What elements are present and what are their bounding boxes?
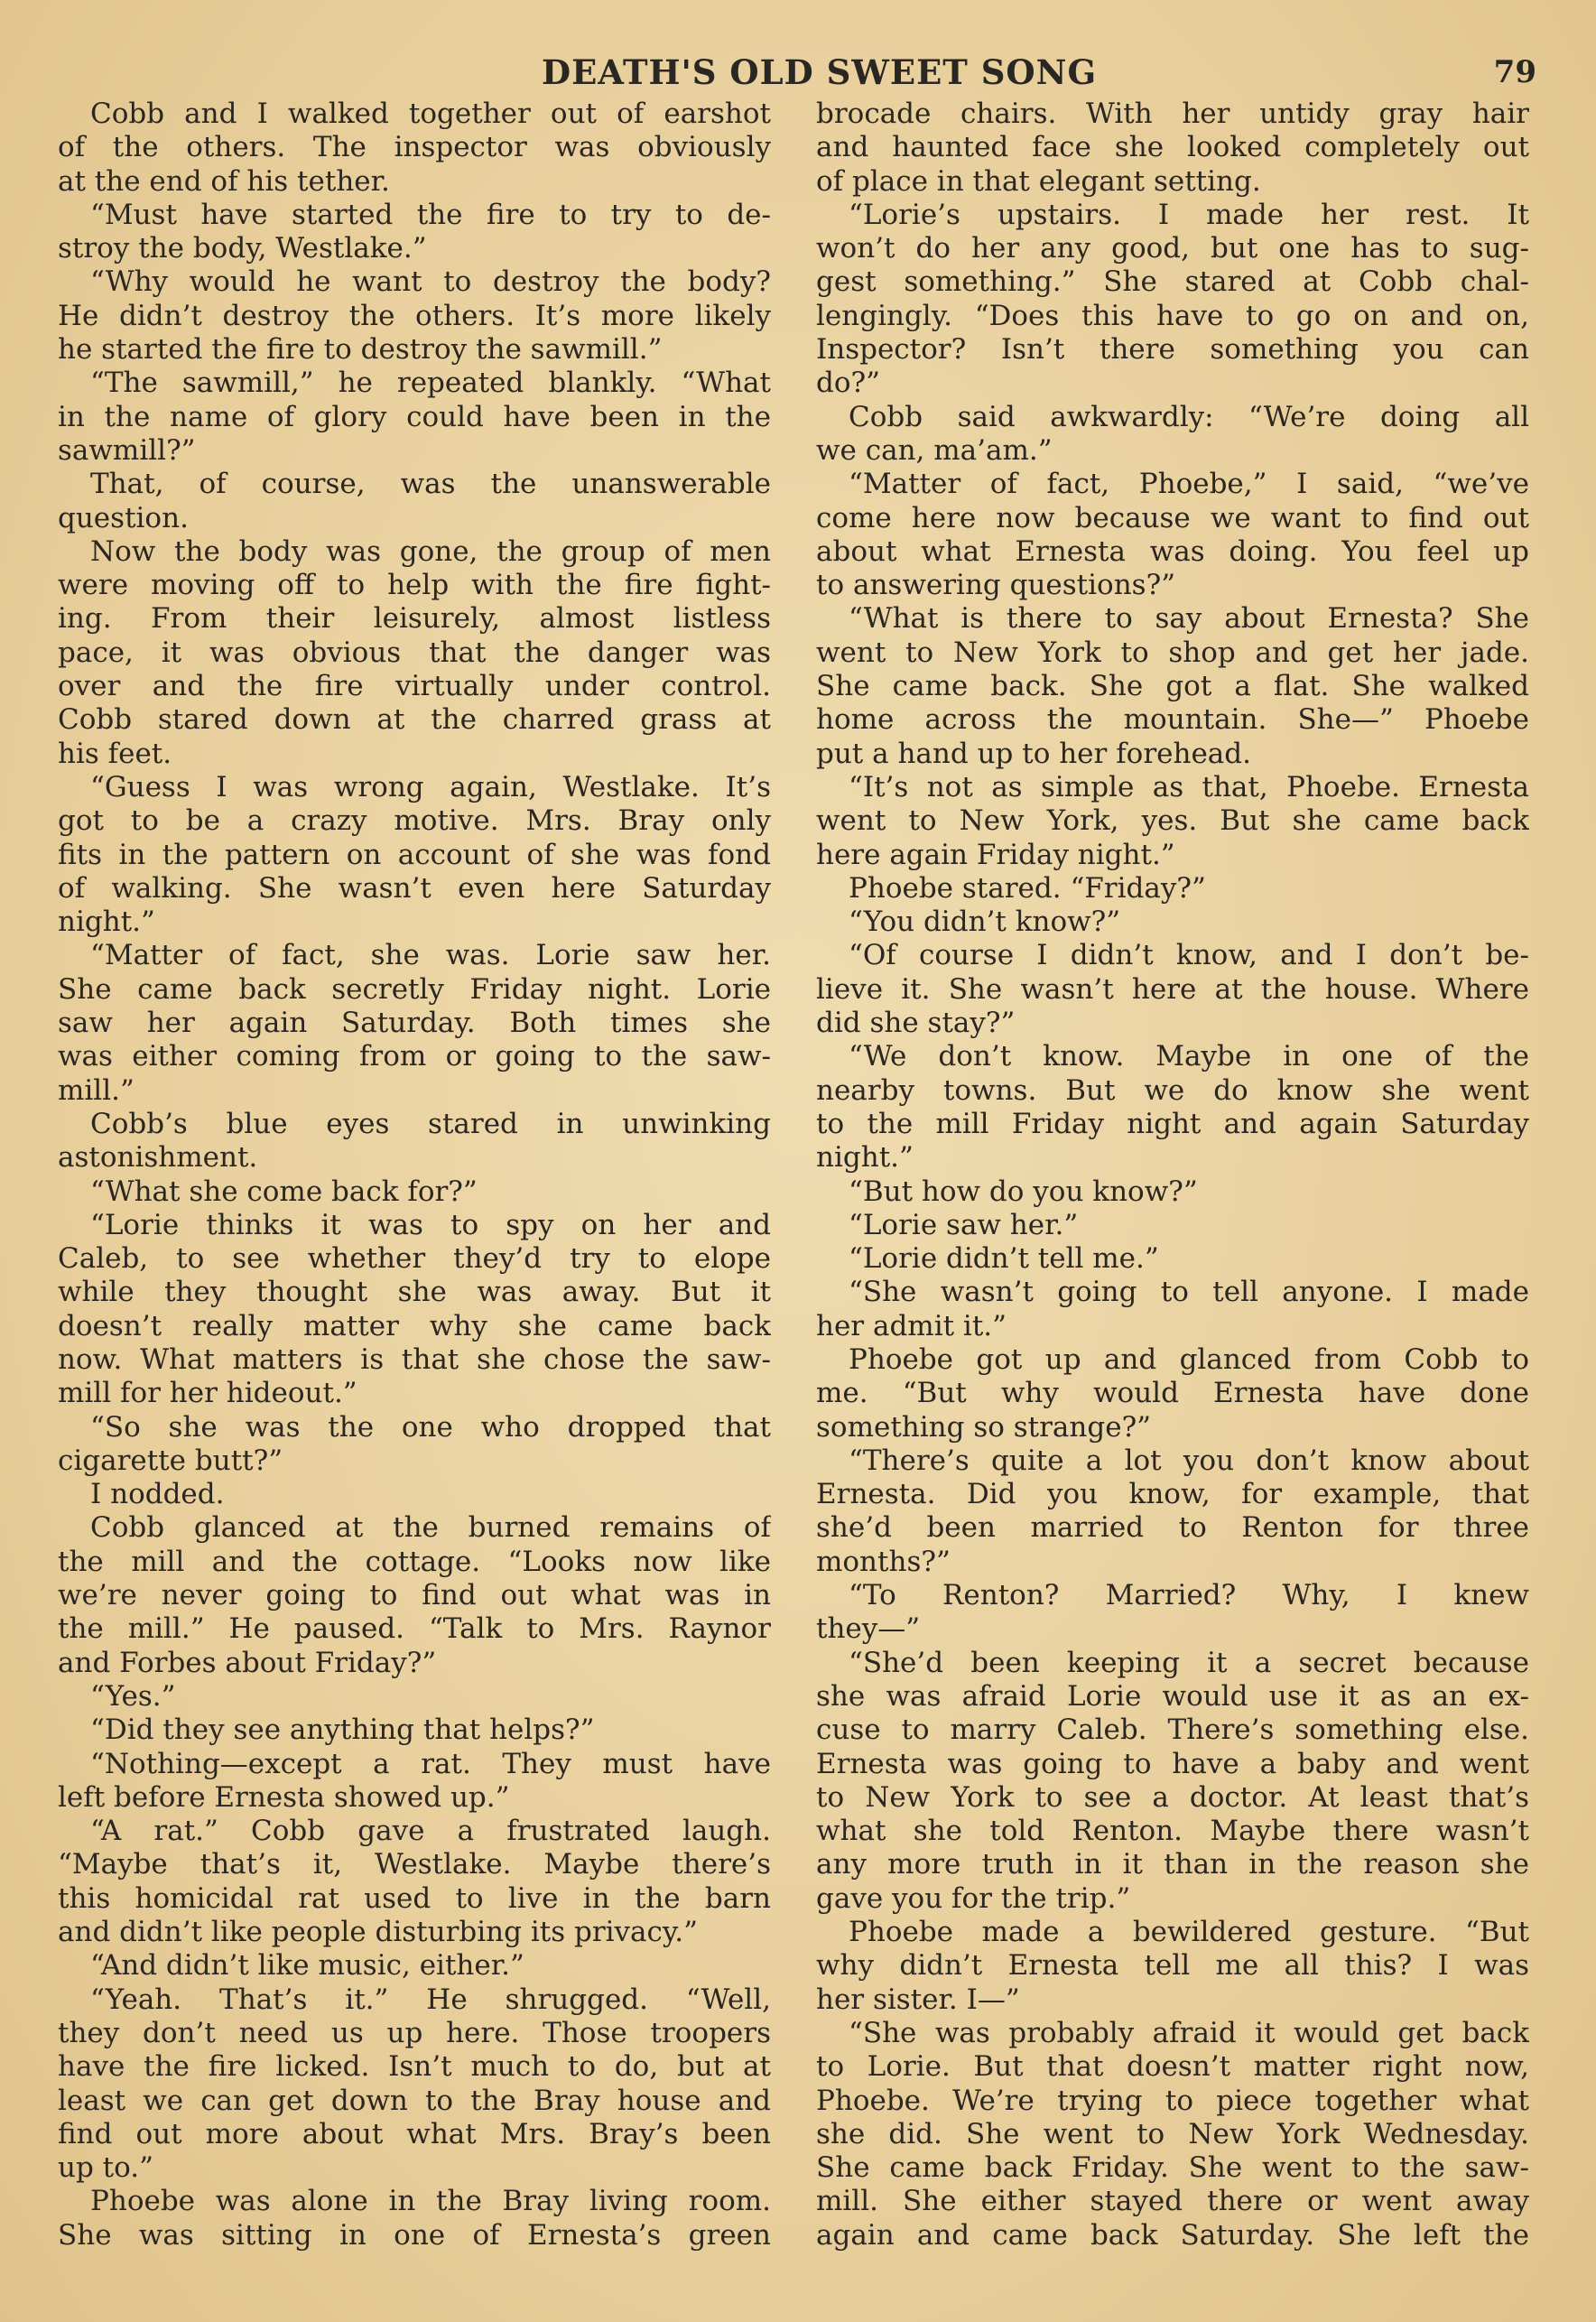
text-line: mill. She either stayed there or went away bbox=[816, 2185, 1529, 2218]
text-line: to New York to see a doctor. At least that’s bbox=[816, 1780, 1529, 1814]
text-line: her sister. I—” bbox=[816, 1983, 1020, 2016]
text-line: got to be a crazy motive. Mrs. Bray only bbox=[58, 804, 771, 838]
text-line: “Must have started the fire to try to de- bbox=[90, 198, 771, 231]
text-line: to Lorie. But that doesn’t matter right now, bbox=[816, 2050, 1529, 2084]
text-line: up to.” bbox=[58, 2151, 153, 2185]
text-line: “Matter of fact, she was. Lorie saw her. bbox=[90, 939, 771, 972]
text-line: “We don’t know. Maybe in one of the bbox=[849, 1040, 1529, 1073]
text-line: “It’s not as simple as that, Phoebe. Ernesta bbox=[849, 770, 1529, 803]
text-line: “There’s quite a lot you don’t know about bbox=[849, 1444, 1529, 1477]
text-line: to the mill Friday night and again Saturday bbox=[816, 1107, 1529, 1140]
text-line: were moving off to help with the fire fight- bbox=[58, 569, 771, 602]
text-line: “And didn’t like music, either.” bbox=[90, 1949, 524, 1983]
page-number: 79 bbox=[1493, 54, 1536, 90]
text-line: Phoebe got up and glanced from Cobb to bbox=[849, 1342, 1529, 1376]
text-line: the mill.” He paused. “Talk to Mrs. Raynor bbox=[58, 1612, 771, 1646]
text-line: Phoebe was alone in the Bray living room. bbox=[90, 2185, 771, 2218]
text-line: gave you for the trip.” bbox=[816, 1881, 1131, 1915]
text-line: doesn’t really matter why she came back bbox=[58, 1309, 771, 1342]
text-line: he started the fire to destroy the sawmill.” bbox=[58, 333, 663, 367]
text-line: “Lorie thinks it was to spy on her and bbox=[90, 1208, 771, 1241]
text-line: “But how do you know?” bbox=[849, 1175, 1198, 1208]
text-line: Ernesta was going to have a baby and went bbox=[816, 1747, 1529, 1780]
text-line: the mill and the cottage. “Looks now like bbox=[58, 1545, 771, 1578]
text-line: have the fire licked. Isn’t much to do, but at bbox=[58, 2050, 771, 2084]
text-line: in the name of glory could have been in the bbox=[58, 400, 771, 433]
text-line: “Matter of fact, Phoebe,” I said, “we’ve bbox=[849, 468, 1529, 501]
text-line: I nodded. bbox=[90, 1478, 225, 1511]
text-line: “What she come back for?” bbox=[90, 1175, 478, 1208]
text-line: she did. She went to New York Wednesday. bbox=[816, 2117, 1529, 2150]
text-line: pace, it was obvious that the danger was bbox=[58, 636, 771, 669]
text-line: least we can get down to the Bray house and bbox=[58, 2084, 771, 2117]
text-line: cuse to marry Caleb. There’s something else. bbox=[816, 1714, 1529, 1747]
text-line: at the end of his tether. bbox=[58, 164, 390, 198]
left-column bbox=[58, 98, 771, 2252]
text-line: He didn’t destroy the others. It’s more likely bbox=[58, 299, 771, 332]
text-line: nearby towns. But we do know she went bbox=[816, 1073, 1529, 1107]
text-line: “You didn’t know?” bbox=[849, 906, 1121, 939]
text-line: “She was probably afraid it would get back bbox=[849, 2016, 1529, 2049]
text-line: She came back secretly Friday night. Lorie bbox=[58, 972, 771, 1006]
text-line: over and the fire virtually under control. bbox=[58, 670, 771, 703]
text-line: “So she was the one who dropped that bbox=[90, 1410, 771, 1444]
text-line: That, of course, was the unanswerable bbox=[90, 468, 771, 501]
text-line: mill for her hideout.” bbox=[58, 1377, 357, 1410]
text-line: and Forbes about Friday?” bbox=[58, 1646, 437, 1679]
text-line: put a hand up to her forehead. bbox=[816, 737, 1251, 770]
text-line: of the others. The inspector was obviously bbox=[58, 131, 771, 164]
text-line: lengingly. “Does this have to go on and on, bbox=[816, 299, 1529, 332]
text-line: to answering questions?” bbox=[816, 569, 1176, 602]
text-line: they—” bbox=[816, 1612, 921, 1646]
text-line: here again Friday night.” bbox=[816, 838, 1175, 871]
text-line: “A rat.” Cobb gave a frustrated laugh. bbox=[90, 1815, 771, 1848]
text-line: “Lorie didn’t tell me.” bbox=[849, 1242, 1159, 1276]
text-line: “To Renton? Married? Why, I knew bbox=[849, 1579, 1529, 1612]
text-line: “Guess I was wrong again, Westlake. It’s bbox=[90, 770, 771, 803]
text-line: Cobb said awkwardly: “We’re doing all bbox=[849, 400, 1529, 433]
text-line: night.” bbox=[58, 906, 155, 939]
right-column bbox=[816, 98, 1529, 2252]
text-line: home across the mountain. She—” Phoebe bbox=[816, 703, 1529, 737]
text-line: now. What matters is that she chose the saw- bbox=[58, 1342, 771, 1376]
text-line: mill.” bbox=[58, 1073, 135, 1107]
text-line: of walking. She wasn’t even here Saturday bbox=[58, 871, 771, 905]
text-line: we’re never going to find out what was in bbox=[58, 1579, 771, 1612]
text-line: went to New York to shop and get her jade. bbox=[816, 636, 1529, 669]
text-line: his feet. bbox=[58, 737, 172, 770]
text-line: Inspector? Isn’t there something you can bbox=[816, 333, 1529, 367]
text-line: “Maybe that’s it, Westlake. Maybe there’s bbox=[58, 1848, 771, 1881]
text-line: She was sitting in one of Ernesta’s green bbox=[58, 2218, 771, 2252]
text-line: she’d been married to Renton for three bbox=[816, 1511, 1529, 1545]
text-line: come here now because we want to find out bbox=[816, 501, 1529, 534]
text-line: stroy the body, Westlake.” bbox=[58, 232, 427, 265]
text-line: “She wasn’t going to tell anyone. I made bbox=[849, 1276, 1529, 1309]
text-line: “The sawmill,” he repeated blankly. “What bbox=[90, 367, 771, 400]
text-line: find out more about what Mrs. Bray’s been bbox=[58, 2117, 771, 2150]
text-line: “Lorie’s upstairs. I made her rest. It bbox=[849, 198, 1529, 231]
text-line: “Lorie saw her.” bbox=[849, 1208, 1079, 1241]
text-line: we can, ma’am.” bbox=[816, 433, 1053, 467]
text-line: they don’t need us up here. Those troopers bbox=[58, 2016, 771, 2049]
text-line: “She’d been keeping it a secret because bbox=[849, 1646, 1529, 1679]
text-line: left before Ernesta showed up.” bbox=[58, 1780, 510, 1814]
text-line: night.” bbox=[816, 1141, 914, 1175]
text-line: saw her again Saturday. Both times she bbox=[58, 1007, 771, 1040]
text-line: why didn’t Ernesta tell me all this? I was bbox=[816, 1949, 1529, 1983]
text-line: of place in that elegant setting. bbox=[816, 164, 1261, 198]
text-line: Cobb’s blue eyes stared in unwinking bbox=[90, 1107, 771, 1140]
text-line: Phoebe made a bewildered gesture. “But bbox=[849, 1916, 1529, 1949]
text-line: gest something.” She stared at Cobb chal- bbox=[816, 265, 1529, 299]
text-line: she was afraid Lorie would use it as an ex- bbox=[816, 1679, 1529, 1713]
text-line: Phoebe. We’re trying to piece together what bbox=[816, 2084, 1529, 2117]
text-line: Cobb glanced at the burned remains of bbox=[90, 1511, 771, 1545]
text-line: this homicidal rat used to live in the barn bbox=[58, 1881, 771, 1915]
text-line: Cobb stared down at the charred grass at bbox=[58, 703, 771, 737]
text-line: “Yeah. That’s it.” He shrugged. “Well, bbox=[90, 1983, 771, 2016]
text-line: and didn’t like people disturbing its privacy.” bbox=[58, 1916, 699, 1949]
text-line: “Yes.” bbox=[90, 1679, 176, 1713]
text-line: “Why would he want to destroy the body? bbox=[90, 265, 771, 299]
text-line: and haunted face she looked completely out bbox=[816, 131, 1529, 164]
text-line: months?” bbox=[816, 1545, 951, 1578]
text-line: astonishment. bbox=[58, 1141, 258, 1175]
text-line: “Nothing—except a rat. They must have bbox=[90, 1747, 771, 1780]
text-line: Ernesta. Did you know, for example, that bbox=[816, 1478, 1529, 1511]
text-line: what she told Renton. Maybe there wasn’t bbox=[816, 1815, 1529, 1848]
text-line: Phoebe stared. “Friday?” bbox=[849, 871, 1206, 905]
text-line: Cobb and I walked together out of earshot bbox=[90, 98, 771, 130]
text-line: “Of course I didn’t know, and I don’t be- bbox=[849, 939, 1529, 972]
text-line: lieve it. She wasn’t here at the house. Where bbox=[816, 972, 1529, 1006]
text-line: brocade chairs. With her untidy gray hair bbox=[816, 98, 1529, 130]
text-line: something so strange?” bbox=[816, 1410, 1152, 1444]
text-line: Now the body was gone, the group of men bbox=[90, 534, 771, 568]
text-line: me. “But why would Ernesta have done bbox=[816, 1377, 1529, 1410]
text-line: about what Ernesta was doing. You feel up bbox=[816, 534, 1529, 568]
text-line: her admit it.” bbox=[816, 1309, 1007, 1342]
running-title: DEATH'S OLD SWEET SONG bbox=[542, 52, 1098, 92]
text-line: while they thought she was away. But it bbox=[58, 1276, 771, 1309]
text-line: She came back Friday. She went to the saw- bbox=[816, 2151, 1529, 2185]
text-line: sawmill?” bbox=[58, 433, 196, 467]
text-line: fits in the pattern on account of she was fond bbox=[58, 838, 771, 871]
text-line: “What is there to say about Ernesta? She bbox=[849, 602, 1529, 636]
text-line: do?” bbox=[816, 367, 880, 400]
text-line: She came back. She got a flat. She walked bbox=[816, 670, 1529, 703]
text-line: cigarette butt?” bbox=[58, 1444, 283, 1477]
text-line: Caleb, to see whether they’d try to elope bbox=[58, 1242, 771, 1276]
text-line: ing. From their leisurely, almost listless bbox=[58, 602, 771, 636]
text-line: again and came back Saturday. She left the bbox=[816, 2218, 1529, 2252]
text-line: “Did they see anything that helps?” bbox=[90, 1714, 595, 1747]
text-line: won’t do her any good, but one has to sug- bbox=[816, 232, 1529, 265]
text-line: any more truth in it than in the reason she bbox=[816, 1848, 1529, 1881]
text-line: question. bbox=[58, 501, 189, 534]
text-line: did she stay?” bbox=[816, 1007, 1016, 1040]
text-line: went to New York, yes. But she came back bbox=[816, 804, 1529, 838]
text-line: was either coming from or going to the saw- bbox=[58, 1040, 771, 1073]
